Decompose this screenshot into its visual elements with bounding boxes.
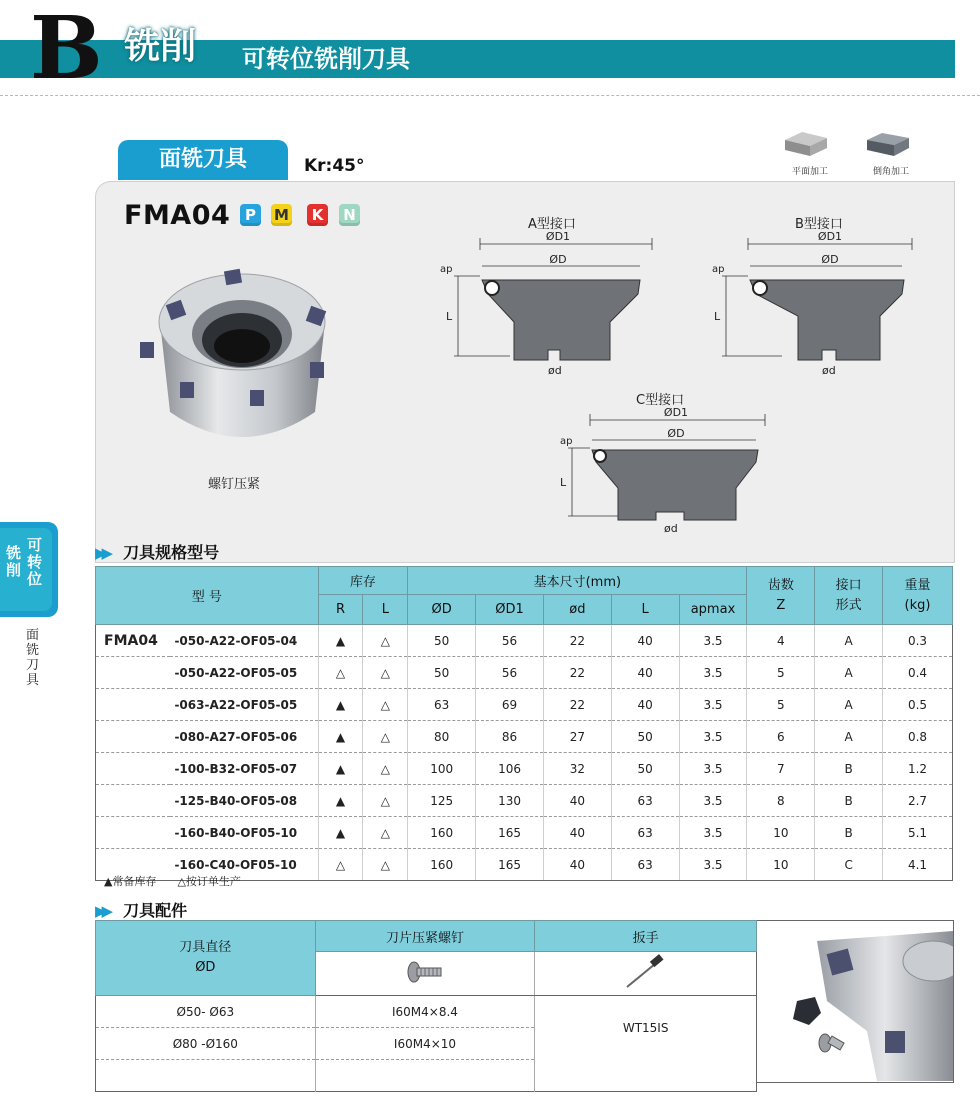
chamfer-machining-label: 倒角加工: [872, 167, 909, 177]
cell-kg: 5.1: [883, 817, 953, 849]
cell-iface: A: [815, 657, 883, 689]
acc-dia-1: Ø50- Ø63: [96, 996, 316, 1028]
diagram-b-d: ØD: [821, 253, 839, 266]
cell-iface: A: [815, 689, 883, 721]
cell-z: 8: [747, 785, 815, 817]
cell-len: 40: [611, 657, 679, 689]
cell-kg: 0.4: [883, 657, 953, 689]
col-shaft-d: ød: [543, 595, 611, 625]
screw-icon: [405, 958, 445, 986]
cell-len: 40: [611, 625, 679, 657]
cell-d1: 86: [476, 721, 544, 753]
cell-z: 5: [747, 657, 815, 689]
side-tab-main: 铣削: [6, 544, 22, 579]
double-chevron-icon: ▶▶: [95, 902, 109, 920]
cell-d: 50: [408, 625, 476, 657]
diagram-b-ap: ap: [712, 264, 725, 275]
acc-screw-1: I60M4×8.4: [315, 996, 535, 1028]
cell-ap: 3.5: [679, 657, 747, 689]
acc-empty-2: [315, 1060, 535, 1092]
cell-d: 160: [408, 817, 476, 849]
cell-kg: 0.3: [883, 625, 953, 657]
cell-l: △: [363, 689, 408, 721]
cell-z: 7: [747, 753, 815, 785]
spec-table: [95, 566, 953, 881]
product-model: FMA04: [124, 200, 231, 231]
model-code-cell: -160-C40-OF05-10: [170, 849, 318, 881]
diagram-b-title: B型接口: [795, 217, 843, 232]
chamfer-block-icon: [862, 128, 912, 158]
chapter-letter: B: [30, 0, 101, 99]
cell-d: 80: [408, 721, 476, 753]
cell-l: △: [363, 817, 408, 849]
diagram-a-d: ØD: [549, 253, 567, 266]
diagram-b-sd: ød: [822, 364, 836, 377]
model-prefix-cell: [96, 657, 171, 689]
cell-d1: 56: [476, 625, 544, 657]
cell-len: 40: [611, 689, 679, 721]
cell-z: 5: [747, 689, 815, 721]
spec-heading: ▶▶ 刀具规格型号: [95, 543, 220, 562]
cell-r: ▲: [318, 721, 363, 753]
cell-r: ▲: [318, 625, 363, 657]
model-code-cell: -125-B40-OF05-08: [170, 785, 318, 817]
cell-r: ▲: [318, 689, 363, 721]
cell-l: △: [363, 625, 408, 657]
accessory-photo-box: [757, 920, 954, 1083]
diagram-b-d1: ØD1: [817, 232, 843, 243]
screw-image-cell: [315, 952, 535, 996]
diagram-b-l: L: [714, 310, 721, 323]
cell-l: △: [363, 849, 408, 881]
cell-z: 10: [747, 817, 815, 849]
material-badge-m: M: [271, 204, 292, 226]
cell-r: ▲: [318, 785, 363, 817]
accessory-photo: [757, 921, 953, 1082]
diagram-a-l: L: [446, 310, 453, 323]
flat-machining-block: [780, 128, 830, 162]
cell-len: 63: [611, 849, 679, 881]
model-code-cell: -050-A22-OF05-04: [170, 625, 318, 657]
cell-l: △: [363, 753, 408, 785]
cell-kg: 0.8: [883, 721, 953, 753]
cell-d1: 69: [476, 689, 544, 721]
cell-iface: A: [815, 721, 883, 753]
acc-wrench-value: WT15IS: [535, 996, 757, 1060]
model-code-cell: -100-B32-OF05-07: [170, 753, 318, 785]
table-row: [96, 689, 953, 721]
cell-ap: 3.5: [679, 721, 747, 753]
cell-d: 160: [408, 849, 476, 881]
double-chevron-icon: ▶▶: [95, 544, 109, 562]
table-row: [96, 657, 953, 689]
col-d1: ØD1: [476, 595, 544, 625]
col-stock: 库存: [318, 567, 408, 595]
cell-len: 50: [611, 721, 679, 753]
cell-sd: 22: [543, 625, 611, 657]
cell-sd: 40: [543, 817, 611, 849]
cell-ap: 3.5: [679, 689, 747, 721]
side-tab-sub: 可转位: [27, 536, 43, 588]
col-tool-diameter: 刀具直径 ØD: [96, 921, 316, 996]
col-d: ØD: [408, 595, 476, 625]
table-row: [96, 753, 953, 785]
col-apmax: apmax: [679, 595, 747, 625]
cell-r: ▲: [318, 753, 363, 785]
material-badge-n: N: [339, 204, 360, 226]
chapter-category: 铣削: [124, 26, 197, 67]
cell-len: 50: [611, 753, 679, 785]
diagram-c-sd: ød: [664, 522, 678, 535]
cell-iface: C: [815, 849, 883, 881]
cell-ap: 3.5: [679, 785, 747, 817]
acc-screw-2: I60M4×10: [315, 1028, 535, 1060]
flat-block-icon: [780, 128, 830, 158]
col-stock-l: L: [363, 595, 408, 625]
cell-d: 100: [408, 753, 476, 785]
model-prefix-cell: [96, 689, 171, 721]
diagram-c-l: L: [560, 476, 567, 489]
cell-r: △: [318, 657, 363, 689]
cell-sd: 40: [543, 849, 611, 881]
cell-kg: 2.7: [883, 785, 953, 817]
col-clamp-screw: 刀片压紧螺钉: [315, 921, 535, 952]
model-code-cell: -050-A22-OF05-05: [170, 657, 318, 689]
wrench-image-cell: [535, 952, 757, 996]
header-divider: [0, 95, 980, 96]
cell-ap: 3.5: [679, 753, 747, 785]
cell-d1: 165: [476, 817, 544, 849]
wrench-icon: [621, 953, 671, 991]
cell-sd: 22: [543, 657, 611, 689]
cell-z: 10: [747, 849, 815, 881]
chapter-subtitle: 可转位铣削刀具: [242, 45, 410, 73]
model-code-cell: -160-B40-OF05-10: [170, 817, 318, 849]
col-weight: 重量 (kg): [883, 567, 953, 625]
acc-empty-1: [96, 1060, 316, 1092]
cell-d1: 130: [476, 785, 544, 817]
diagram-a-d1: ØD1: [545, 232, 571, 243]
cell-z: 6: [747, 721, 815, 753]
cell-l: △: [363, 785, 408, 817]
model-prefix-cell: [96, 785, 171, 817]
table-row: [96, 817, 953, 849]
model-prefix-cell: [96, 721, 171, 753]
diagram-b: [712, 232, 922, 380]
cell-kg: 1.2: [883, 753, 953, 785]
cell-r: ▲: [318, 817, 363, 849]
col-length: L: [611, 595, 679, 625]
col-dimensions: 基本尺寸(mm): [408, 567, 747, 595]
cell-iface: A: [815, 625, 883, 657]
diagram-c-d: ØD: [667, 427, 685, 440]
model-prefix-cell: [96, 817, 171, 849]
table-row: [96, 721, 953, 753]
cell-d1: 56: [476, 657, 544, 689]
cell-len: 63: [611, 817, 679, 849]
cell-sd: 40: [543, 785, 611, 817]
cell-l: △: [363, 657, 408, 689]
section-tab: 面铣刀具: [118, 140, 288, 180]
cell-sd: 32: [543, 753, 611, 785]
col-teeth: 齿数 Z: [747, 567, 815, 625]
diagram-a-title: A型接口: [528, 217, 576, 232]
diagram-c-d1: ØD1: [663, 408, 689, 419]
diagram-a-sd: ød: [548, 364, 562, 377]
cell-l: △: [363, 721, 408, 753]
cell-kg: 0.5: [883, 689, 953, 721]
cell-iface: B: [815, 753, 883, 785]
diagram-c-ap: ap: [560, 436, 573, 447]
cell-d1: 165: [476, 849, 544, 881]
flat-machining-label: 平面加工: [791, 167, 828, 177]
cell-kg: 4.1: [883, 849, 953, 881]
side-vertical-label: 面铣刀具: [26, 628, 40, 688]
cell-d: 125: [408, 785, 476, 817]
acc-dia-2: Ø80 -Ø160: [96, 1028, 316, 1060]
kr-angle-label: Kr:45°: [304, 156, 365, 176]
diagram-a-ap: ap: [440, 264, 453, 275]
material-badge-k: K: [307, 204, 328, 226]
accessories-table: [95, 920, 757, 1092]
model-code-cell: -080-A27-OF05-06: [170, 721, 318, 753]
acc-empty-3: [535, 1060, 757, 1092]
col-interface: 接口 形式: [815, 567, 883, 625]
diagram-a: [440, 232, 660, 380]
model-prefix-cell: FMA04: [96, 625, 171, 657]
stock-legend: ▲常备库存 △按订单生产: [104, 875, 241, 888]
cell-d: 50: [408, 657, 476, 689]
cell-iface: B: [815, 817, 883, 849]
cell-iface: B: [815, 785, 883, 817]
col-wrench: 扳手: [535, 921, 757, 952]
cell-ap: 3.5: [679, 849, 747, 881]
cell-ap: 3.5: [679, 817, 747, 849]
col-stock-r: R: [318, 595, 363, 625]
model-prefix-cell: [96, 753, 171, 785]
col-model: 型 号: [96, 567, 319, 625]
acc-heading: ▶▶ 刀具配件: [95, 901, 188, 920]
cutter-photo: [130, 262, 355, 462]
cell-z: 4: [747, 625, 815, 657]
chamfer-machining-block: [862, 128, 912, 162]
cell-r: △: [318, 849, 363, 881]
model-code-cell: -063-A22-OF05-05: [170, 689, 318, 721]
cell-d1: 106: [476, 753, 544, 785]
cell-sd: 22: [543, 689, 611, 721]
clamping-caption: 螺钉压紧: [208, 477, 261, 492]
cell-sd: 27: [543, 721, 611, 753]
table-row: [96, 625, 953, 657]
cell-d: 63: [408, 689, 476, 721]
cell-ap: 3.5: [679, 625, 747, 657]
table-row: [96, 785, 953, 817]
diagram-c-title: C型接口: [636, 393, 685, 408]
material-badge-p: P: [240, 204, 261, 226]
diagram-c: [560, 408, 775, 536]
cell-len: 63: [611, 785, 679, 817]
